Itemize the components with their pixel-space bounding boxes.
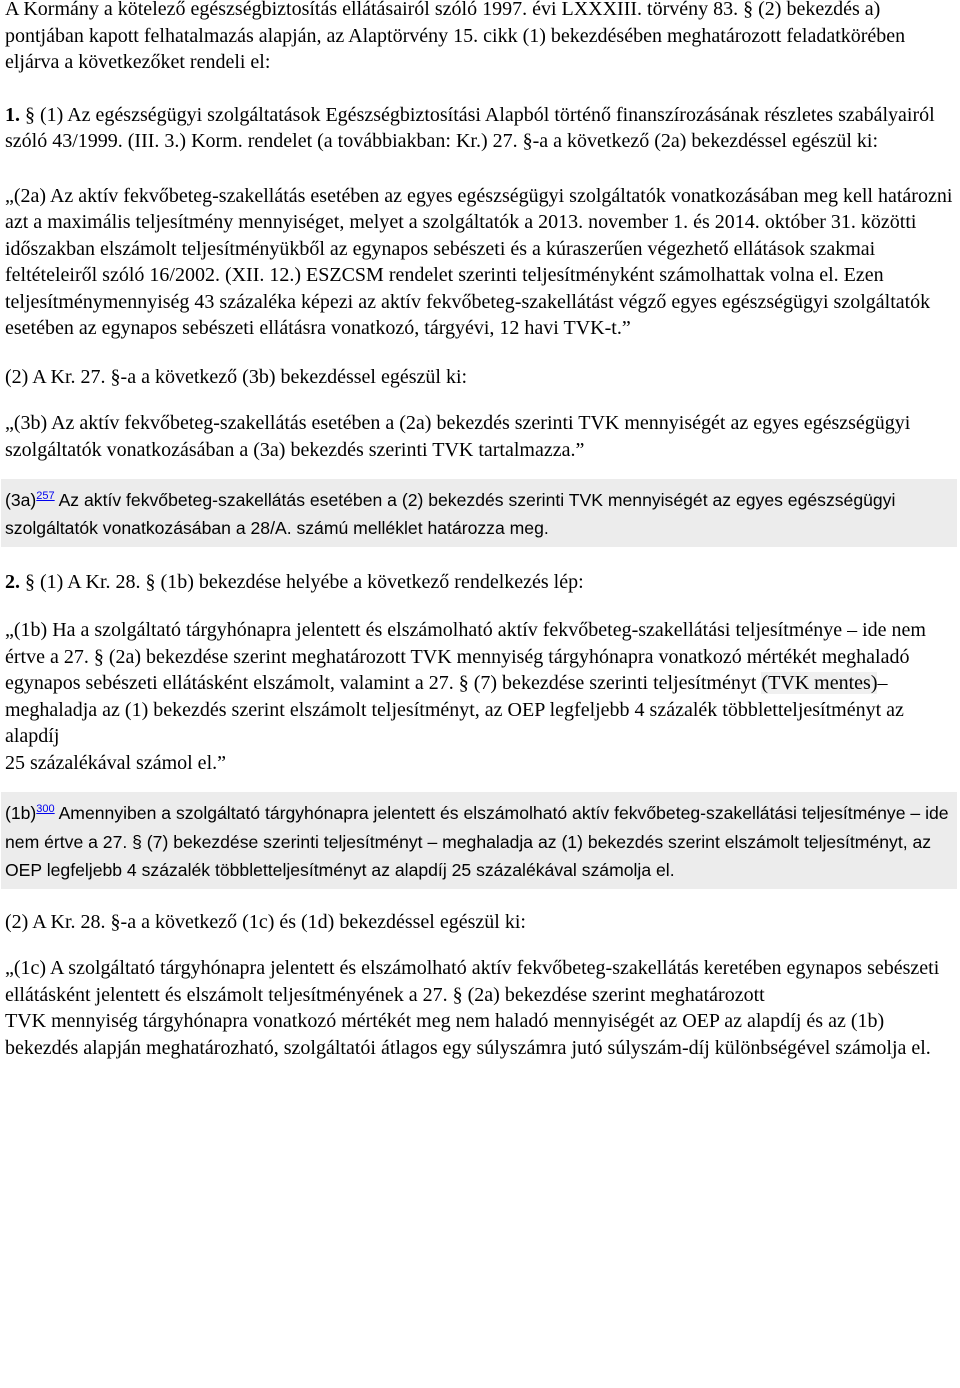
section-2-para-2: (2) A Kr. 28. §-a a következő (1c) és (1d) bekezdéssel egészül ki: [5, 910, 526, 933]
amendment-note-3a [1, 479, 957, 547]
section-1-number: 1. [5, 103, 20, 126]
quote-1c-part-a: „(1c) A szolgáltató tárgyhónapra jelentett és elszámolható aktív fekvőbeteg-szakellátás keretében egynapos sebészeti ellátásként jelentett és elszámolt teljesítményének a 27. § (2a) bekezdése szerint meghatározott [5, 957, 940, 1006]
note-3a-label: (3a) [5, 489, 37, 510]
footnote-link-300[interactable]: 300 [36, 803, 55, 816]
intro-paragraph: A Kormány a kötelező egészségbiztosítás ellátásairól szóló 1997. évi LXXXIII. törvény 83. § (2) bekezdés a) pontjában kapott felhatalmazás alapján, az Alaptörvény 15. cikk (1) bekezdésében meghatározott feladatkörében eljárva a következőket rendeli el: [5, 0, 906, 73]
quote-1c [5, 955, 955, 1061]
note-1b-text: Amennyiben a szolgáltató tárgyhónapra jelentett és elszámolható aktív fekvőbeteg-szakellátási teljesítménye – ide nem értve a 27. § (7) bekezdése szerinti teljesítményt – meghaladja az (1) bekezdés szerint elszámolt teljesítményt, az OEP legfeljebb 4 százalék többletteljesítményt az alapdíj 25 százalékával számolja el. [5, 803, 949, 881]
section-2-paragraph [5, 569, 955, 596]
quote-2a: „(2a) Az aktív fekvőbeteg-szakellátás esetében az egyes egészségügyi szolgáltatók vonatkozásában meg kell határozni azt a maximális teljesítmény mennyiséget, melyet a szolgáltatók a 2013. november 1. és 2014. október 31. közötti időszakban elszámolt teljesítményükből az egynapos sebészeti és a kúraszerűen végezhető ellátások szakmai feltételeiről szóló 16/2002. (XII. 12.) ESZCSM rendelet szerinti teljesítményként számolhattak volna el. Ezen teljesítménymennyiség 43 százaléka képezi az aktív fekvőbeteg-szakellátást végző egyes egészségügyi szolgáltatók esetében az egynapos sebészeti ellátásra vonatkozó, tárgyévi, 12 havi TVK-t.” [5, 184, 953, 339]
quote-3b: „(3b) Az aktív fekvőbeteg-szakellátás esetében a (2a) bekezdés szerinti TVK mennyiségét az egyes egészségügyi szolgáltatók vonatkozásában a (3a) bekezdés szerinti TVK tartalmazza.” [5, 412, 911, 461]
quote-1b [5, 617, 955, 776]
section-1-text: § (1) Az egészségügyi szolgáltatások Egészségbiztosítási Alapból történő finanszírozásának részletes szabályairól szóló 43/1999. (III. 3.) Korm. rendelet (a továbbiakban: Kr.) 27. §-a a következő (2a) bekezdéssel egészül ki: [5, 103, 935, 152]
note-1b-label: (1b) [5, 803, 37, 824]
tvk-mentes-highlight: (TVK mentes) [761, 672, 878, 695]
section-1-paragraph [5, 102, 955, 155]
quote-1c-part-b: TVK mennyiség tárgyhónapra vonatkozó mértékét meg nem haladó mennyiségét az OEP az alapdíj és az (1b) bekezdés alapján meghatározható, szolgáltatói átlagos egy súlyszámra jutó súlyszám-díj különbségével számolja el. [5, 1010, 931, 1059]
section-1-para-2: (2) A Kr. 27. §-a a következő (3b) bekezdéssel egészül ki: [5, 365, 468, 388]
amendment-note-1b [1, 792, 957, 888]
quote-1b-part-a: „(1b) Ha a szolgáltató tárgyhónapra jelentett és elszámolható aktív fekvőbeteg-szakellátási teljesítménye – ide nem értve a 27. § (2a) bekezdése szerint meghatározott TVK mennyiség tárgyhónapra vonatkozó mértékét meghaladó egynapos sebészeti ellátásként elszámolt, valamint a 27. § (7) bekezdése szerinti teljesítményt [5, 619, 926, 695]
note-3a-text: Az aktív fekvőbeteg-szakellátás esetében a (2) bekezdés szerinti TVK mennyiségét az egyes egészségügyi szolgáltatók vonatkozásában a 28/A. számú melléklet határozza meg. [5, 489, 896, 539]
quote-1b-part-b: – meghaladja az (1) bekezdés szerint elszámolt teljesítményt, az OEP legfeljebb 4 százalék többletteljesítményt az alapdíj [5, 672, 904, 748]
section-2-text: § (1) A Kr. 28. § (1b) bekezdése helyébe a következő rendelkezés lép: [20, 570, 584, 593]
footnote-link-257[interactable]: 257 [36, 490, 55, 502]
section-2-number: 2. [5, 570, 20, 593]
quote-1b-part-c: 25 százalékával számol el.” [5, 751, 226, 774]
